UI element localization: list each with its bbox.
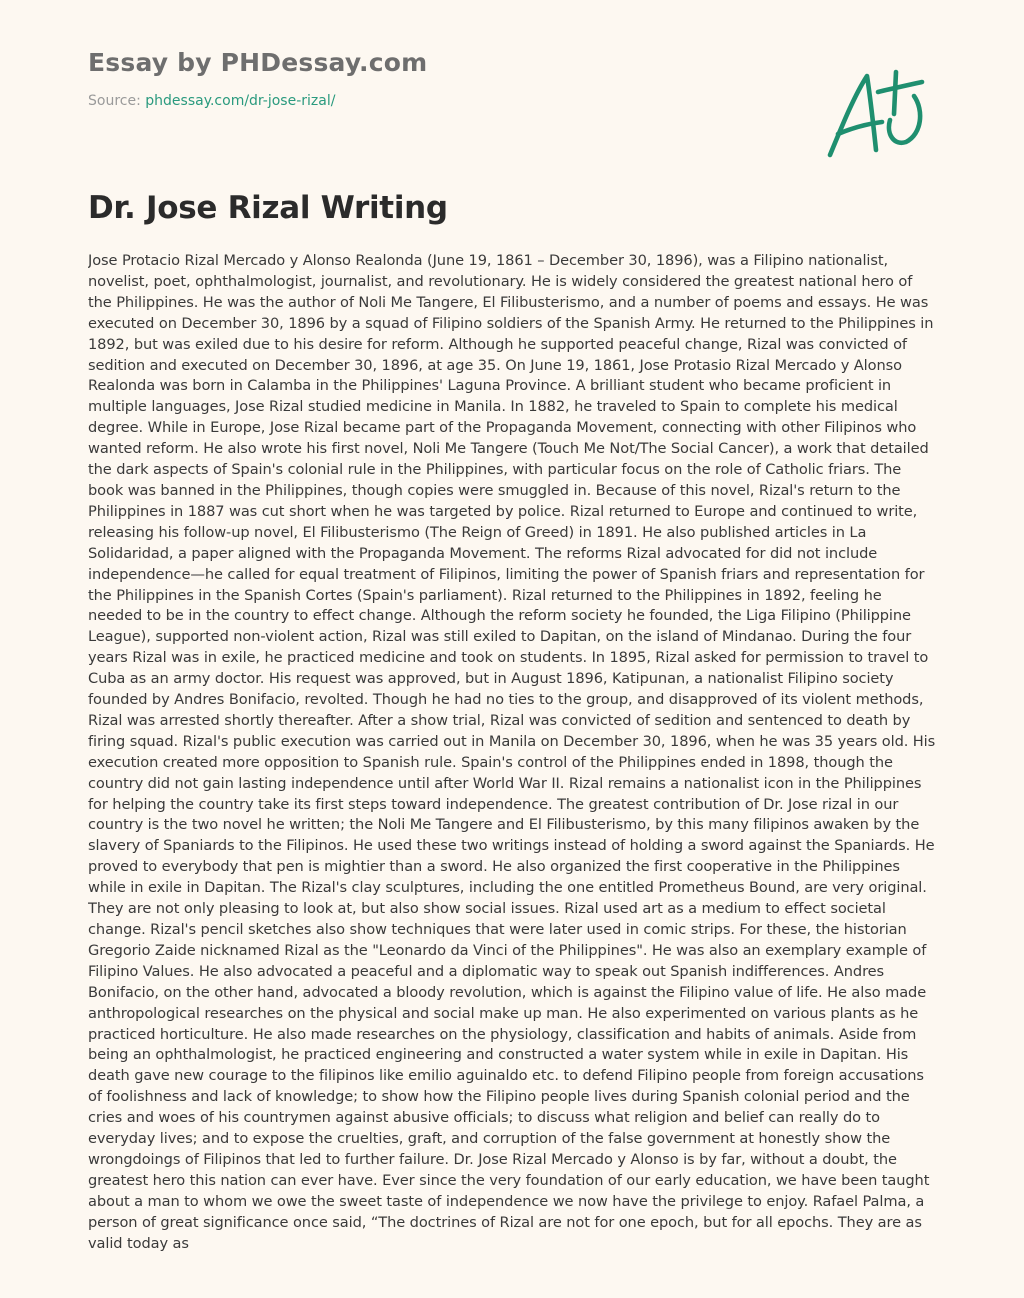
source-link[interactable]: phdessay.com/dr-jose-rizal/ — [145, 93, 336, 109]
header — [88, 48, 948, 109]
essay-body: Jose Protacio Rizal Mercado y Alonso Realonda (June 19, 1861 – December 30, 1896), was a Filipino nationalist, novelist, poet, ophthalmologist, journalist, and revolutionary. He is widely considered the greatest national hero of the Philippines. He was the author of Noli Me Tangere, El Filibusterismo, and a number of poems and essays. He was executed on December 30, 1896 by a squad of Filipino soldiers of the Spanish Army. He returned to the Philippines in 1892, but was exiled due to his desire for reform. Although he supported peaceful change, Rizal was convicted of sedition and executed on December 30, 1896, at age 35. On June 19, 1861, Jose Protasio Rizal Mercado y Alonso Realonda was born in Calamba in the Philippines' Laguna Province. A brilliant student who became proficient in multiple languages, Jose Rizal studied medicine in Manila. In 1882, he traveled to Spain to complete his medical degree. While in Europe, Jose Rizal became part of the Propaganda Movement, connecting with other Filipinos who wanted reform. He also wrote his first novel, Noli Me Tangere (Touch Me Not/The Social Cancer), a work that detailed the dark aspects of Spain's colonial rule in the Philippines, with particular focus on the role of Catholic friars. The book was banned in the Philippines, though copies were smuggled in. Because of this novel, Rizal's return to the Philippines in 1887 was cut short when he was targeted by police. Rizal returned to Europe and continued to write, releasing his follow-up novel, El Filibusterismo (The Reign of Greed) in 1891. He also published articles in La Solidaridad, a paper aligned with the Propaganda Movement. The reforms Rizal advocated for did not include independence—he called for equal treatment of Filipinos, limiting the power of Spanish friars and representation for the Philippines in the Spanish Cortes (Spain's parliament). Rizal returned to the Philippines in 1892, feeling he needed to be in the country to effect change. Although the reform society he founded, the Liga Filipino (Philippine League), supported non-violent action, Rizal was still exiled to Dapitan, on the island of Mindanao. During the four years Rizal was in exile, he practiced medicine and took on students. In 1895, Rizal asked for permission to travel to Cuba as an army doctor. His request was approved, but in August 1896, Katipunan, a nationalist Filipino society founded by Andres Bonifacio, revolted. Though he had no ties to the group, and disapproved of its violent methods, Rizal was arrested shortly thereafter. After a show trial, Rizal was convicted of sedition and sentenced to death by firing squad. Rizal's public execution was carried out in Manila on December 30, 1896, when he was 35 years old. His execution created more opposition to Spanish rule. Spain's control of the Philippines ended in 1898, though the country did not gain lasting independence until after World War II. Rizal remains a nationalist icon in the Philippines for helping the country take its first steps toward independence. The greatest contribution of Dr. Jose rizal in our country is the two novel he written; the Noli Me Tangere and El Filibusterismo, by this many filipinos awaken by the slavery of Spaniards to the Filipinos. He used these two writings instead of holding a sword against the Spaniards. He proved to everybody that pen is mightier than a sword. He also organized the first cooperative in the Philippines while in exile in Dapitan. The Rizal's clay sculptures, including the one entitled Prometheus Bound, are very original. They are not only pleasing to look at, but also show social issues. Rizal used art as a medium to effect societal change. Rizal's pencil sketches also show techniques that were later used in comic strips. For these, the historian Gregorio Zaide nicknamed Rizal as the "Leonardo da Vinci of the Philippines". He was also an exemplary example of Filipino Values. He also advocated a peaceful and a diplomatic way to speak out Spanish indifferences. Andres Bonifacio, on the other hand, advocated a bloody revolution, which is against the Filipino value of life. He also made anthropological researches on the physical and social make up man. He also experimented on various plants as he practiced horticulture. He also made researches on the physiology, classification and habits of animals. Aside from being an ophthalmologist, he practiced engineering and constructed a water system while in exile in Dapitan. His death gave new courage to the filipinos like emilio aguinaldo etc. to defend Filipino people from foreign accusations of foolishness and lack of knowledge; to show how the Filipino people lives during Spanish colonial period and the cries and woes of his countrymen against abusive officials; to discuss what religion and belief can really do to everyday lives; and to expose the cruelties, graft, and corruption of the false government at honestly show the wrongdoings of Filipinos that led to further failure. Dr. Jose Rizal Mercado y Alonso is by far, without a doubt, the greatest hero this nation can ever have. Ever since the very foundation of our early education, we have been taught about a man to whom we owe the sweet taste of independence we now have the privilege to enjoy. Rafael Palma, a person of great significance once said, “The doctrines of Rizal are not for one epoch, but for all epochs. They are as valid today as — [88, 252, 936, 1251]
site-brand[interactable]: Essay by PHDessay.com — [88, 48, 428, 77]
a-plus-logo-icon — [822, 64, 932, 162]
essay-title: Dr. Jose Rizal Writing — [88, 190, 448, 226]
source-label: Source: — [88, 93, 141, 109]
source-line — [88, 93, 948, 109]
